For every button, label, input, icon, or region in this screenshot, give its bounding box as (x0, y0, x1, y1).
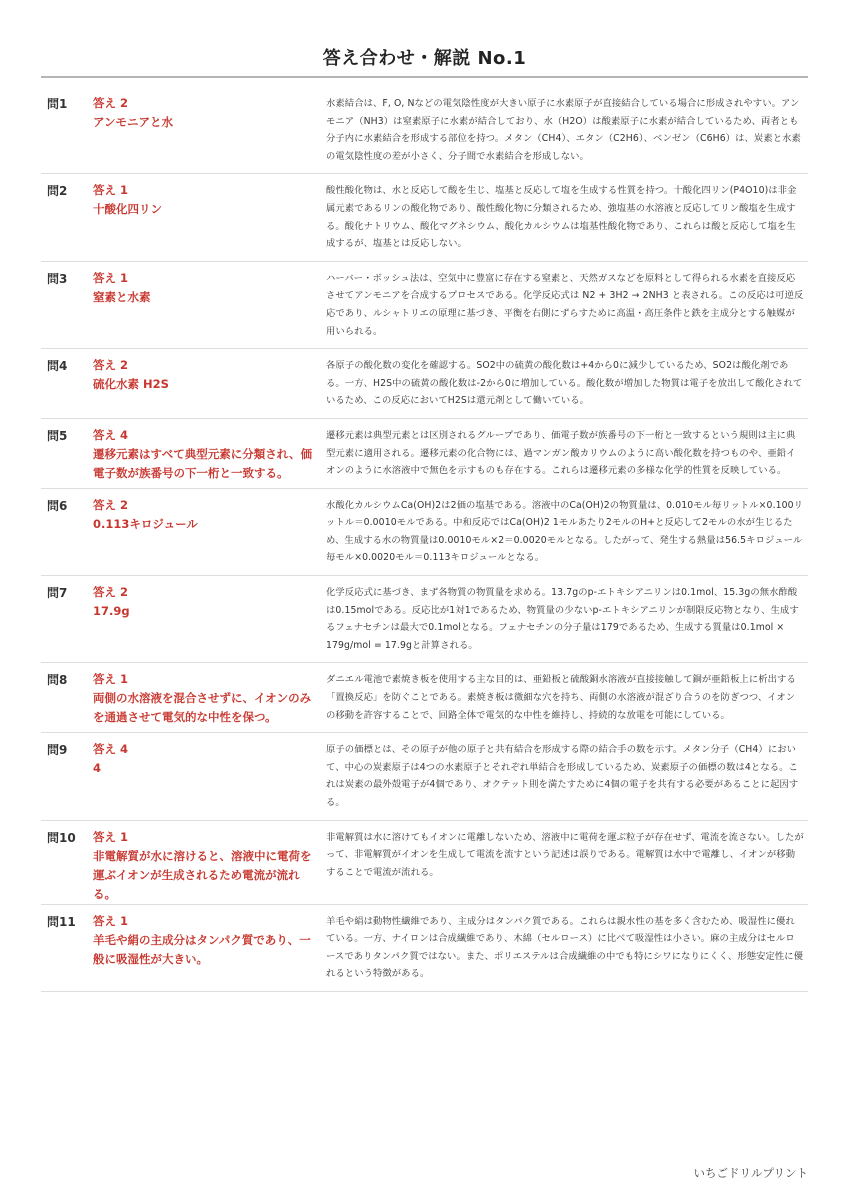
explanation-text: 酸性酸化物は、水と反応して酸を生じ、塩基と反応して塩を生成する性質を持つ。十酸化四リン(P4O10)は非金属元素であるリンの酸化物であり、酸性酸化物に分類されるため、強塩基の水溶液と反応してリン酸塩を生成する。酸化ナトリウム、酸化マグネシウム、酸化カルシウムは塩基性酸化物であり、これらは酸と反応して塩を生成するが、塩基とは反応しない。 (326, 185, 797, 250)
explanation-text: ダニエル電池で素焼き板を使用する主な目的は、亜鉛板と硫酸銅水溶液が直接接触して銅が亜鉛板上に析出する「置換反応」を防ぐことである。素焼き板は微細な穴を持ち、両側の水溶液が混ざり合うのを防ぎつつ、イオンの移動を許容することで、回路全体で電気的な中性を維持し、持続的な放電を可能にしている。 (326, 674, 796, 721)
answer-text: 硫化水素 H2S (93, 377, 169, 392)
answer-cell (93, 262, 326, 348)
answer-text: 窒素と水素 (93, 289, 151, 304)
answer-text: 両側の水溶液を混合させずに、イオンのみを通過させて電気的な中性を保つ。 (93, 691, 312, 725)
page-title: 答え合わせ・解説 No.1 (322, 48, 527, 69)
answer-row (41, 174, 808, 261)
explanation-text: 羊毛や絹は動物性繊維であり、主成分はタンパク質である。これらは親水性の基を多く含むため、吸湿性に優れている。一方、ナイロンは合成繊維であり、木綿（セルロース）に比べて吸湿性は小さい。麻の主成分はセルロースでありタンパク質ではない。また、ポリエステルは合成繊維の中でも特にシワになりにくく、形態安定性に優れるという特徴がある。 (326, 915, 804, 980)
answer-choice: 答え 1 (93, 913, 129, 928)
answer-cell (93, 174, 326, 260)
answer-choice: 答え 1 (93, 829, 129, 844)
answer-text: 17.9g (93, 604, 130, 619)
explanation-text: 非電解質は水に溶けてもイオンに電離しないため、溶液中に電荷を運ぶ粒子が存在せず、電流を流さない。したがって、非電解質がイオンを生成して電流を流すという記述は誤りである。電解質は水中で電離し、イオンが移動することで電流が流れる。 (326, 831, 804, 878)
explanation-text: 原子の価標とは、その原子が他の原子と共有結合を形成する際の結合手の数を示す。メタン分子（CH4）において、中心の炭素原子は4つの水素原子とそれぞれ単結合を形成しているため、炭素原子の価標の数は4となる。これは炭素の最外殻電子が4個であり、オクテット則を満たすために4個の電子を共有する必要があることに起因する。 (326, 744, 799, 808)
explanation-text: ハーバー・ボッシュ法は、空気中に豊富に存在する窒素と、天然ガスなどを原料として得られる水素を直接反応させてアンモニアを合成するプロセスである。化学反応式は N2 + 3H2 → 2NH3 と表される。この反応は可逆反応であり、ルシャトリエの原理に基づき、平衡を右側にずらすために高温・高圧条件と鉄を主成分とする触媒が用いられる。 (326, 272, 804, 337)
answer-row (41, 489, 808, 576)
question-number: 問11 (47, 914, 76, 929)
answer-row (41, 733, 808, 820)
answer-cell (93, 349, 326, 418)
answer-row (41, 821, 808, 905)
answer-cell (93, 663, 326, 732)
answer-row (41, 419, 808, 489)
question-number: 問9 (47, 743, 68, 758)
title-divider (41, 76, 808, 78)
answer-choice: 答え 4 (93, 427, 129, 442)
answer-cell (93, 419, 326, 488)
answer-choice: 答え 1 (93, 183, 129, 198)
answer-choice: 答え 2 (93, 358, 129, 373)
explanation-text: 水酸化カルシウムCa(OH)2は2価の塩基である。溶液中のCa(OH)2の物質量は、0.010モル毎リットル×0.100リットル＝0.0010モルである。中和反応ではCa(OH)2 1モルあたり2モルのH+と反応して2モルの水が生じるため、生成する水の物質量は0.0010モル×2＝0.0020モルとなる。したがって、発生する熱量は56.5キロジュール毎モル×0.0020モル＝0.113キロジュールとなる。 (326, 499, 804, 564)
answer-choice: 答え 2 (93, 585, 129, 600)
answer-choice: 答え 2 (93, 96, 129, 110)
explanation-text: 遷移元素は典型元素とは区別されるグループであり、価電子数が族番号の下一桁と一致するという規則は主に典型元素に適用される。遷移元素の化合物には、過マンガン酸カリウムのように高い酸化数を持つものや、亜鉛イオンのように水溶液中で無色を示すものも存在する。これらは遷移元素の多様な化学的性質を反映している。 (326, 429, 796, 477)
answer-cell (93, 576, 326, 662)
question-number: 問7 (47, 586, 68, 601)
answer-row (41, 576, 808, 663)
answer-text: 遷移元素はすべて典型元素に分類され、価電子数が族番号の下一桁と一致する。 (93, 446, 312, 480)
answer-row (41, 349, 808, 419)
answer-cell (93, 87, 326, 173)
answer-choice: 答え 1 (93, 270, 129, 285)
answer-row (41, 262, 808, 349)
answer-cell (93, 821, 326, 904)
answer-choice: 答え 1 (93, 672, 129, 687)
answer-cell (93, 489, 326, 575)
question-number: 問3 (47, 271, 68, 286)
explanation-text: 化学反応式に基づき、まず各物質の物質量を求める。13.7gのp-エトキシアニリンは0.1mol、15.3gの無水酢酸は0.15molである。反応比が1対1であるため、物質量の少ないp-エトキシアニリンが制限反応物となり、生成するフェナセチンは最大で0.1molとなる。フェナセチンの分子量は179であるため、生成する質量は0.1mol × 179g/mol = 17.9gと計算される。 (326, 587, 799, 651)
answer-cell (93, 905, 326, 991)
question-number: 問5 (47, 428, 68, 443)
answer-text: 非電解質が水に溶けると、溶液中に電荷を運ぶイオンが生成されるため電流が流れる。 (93, 848, 312, 901)
question-number: 問4 (47, 359, 68, 374)
answer-choice: 答え 2 (93, 497, 129, 512)
answer-row (41, 663, 808, 733)
question-number: 問10 (47, 830, 76, 845)
answer-choice: 答え 4 (93, 742, 129, 757)
answer-text: 十酸化四リン (93, 202, 162, 217)
question-number: 問8 (47, 673, 68, 688)
answer-text: 0.113キロジュール (93, 516, 198, 531)
answer-text: アンモニアと水 (93, 115, 174, 129)
question-number: 問1 (47, 97, 68, 111)
answer-row (41, 87, 808, 174)
answer-row (41, 905, 808, 992)
answer-cell (93, 733, 326, 819)
question-number: 問2 (47, 184, 68, 199)
answer-text: 4 (93, 761, 102, 776)
explanation-text: 各原子の酸化数の変化を確認する。SO2中の硫黄の酸化数は+4から0に減少しているため、SO2は酸化剤である。一方、H2S中の硫黄の酸化数は-2から0に増加している。酸化数が増加した物質は電子を放出して酸化されているため、この反応においてH2Sは還元剤として働いている。 (326, 360, 803, 407)
explanation-text: 水素結合は、F, O, Nなどの電気陰性度が大きい原子に水素原子が直接結合している場合に形成されやすい。アンモニア（NH3）は窒素原子に水素が結合しており、水（H2O）は酸素原子に水素が結合しているため、両者とも分子内に水素結合を形成する部位を持つ。メタン（CH4）、エタン（C2H6）、ベンゼン（C6H6）は、炭素と水素の電気陰性度の差が小さく、分子間で水素結合を形成しない。 (326, 98, 801, 162)
answer-text: 羊毛や絹の主成分はタンパク質であり、一般に吸湿性が大きい。 (93, 932, 311, 966)
answer-list (41, 87, 808, 992)
question-number: 問6 (47, 498, 68, 513)
footer-brand: いちごドリルプリント (693, 1166, 808, 1180)
